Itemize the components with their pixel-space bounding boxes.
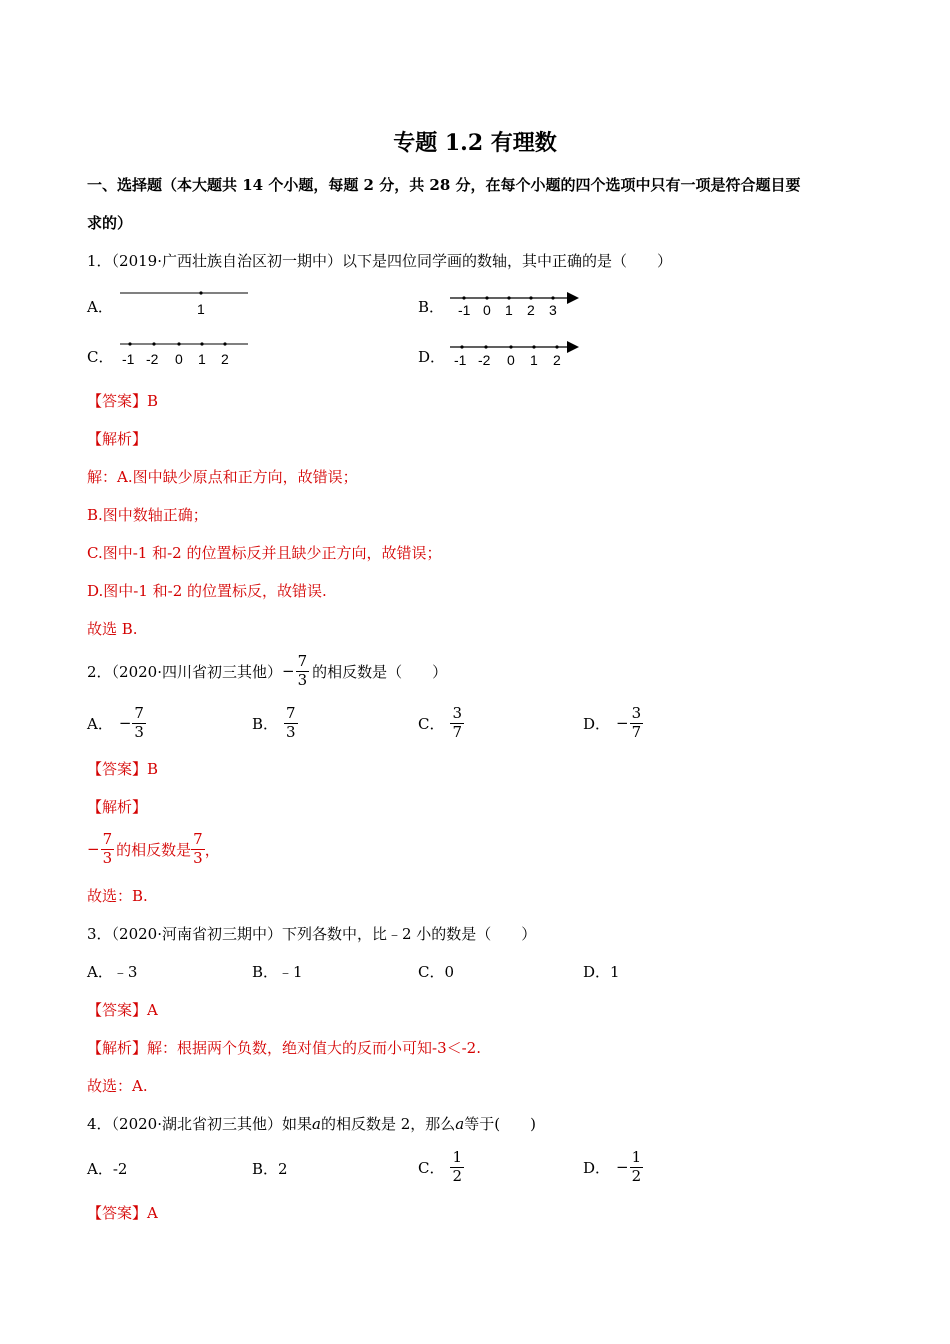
analysis-fraction <box>191 829 205 867</box>
tick-dot <box>529 296 532 299</box>
q2-stem-fraction <box>296 651 310 689</box>
q4-stem-suffix: 等于( ) <box>464 1115 536 1133</box>
option-label: A． <box>87 714 113 733</box>
denominator: 7 <box>631 722 642 741</box>
q4-stem-mid: 的相反数是 2，那么 <box>320 1115 456 1133</box>
q1-analysis-line: 解：A.图中缺少原点和正方向，故错误； <box>87 468 358 486</box>
tick-dot <box>223 342 226 345</box>
tick-dot <box>551 296 554 299</box>
q2-answer: 【答案】B <box>87 760 159 778</box>
q4-option-b: B．2 <box>252 1160 288 1178</box>
denominator: 3 <box>102 848 113 867</box>
minus-sign: − <box>616 714 629 732</box>
q1-option-c-number-line <box>118 336 250 370</box>
q1-analysis-line: C.图中-1 和-2 的位置标反并且缺少正方向，故错误； <box>87 544 442 562</box>
section-header-line2: 求的） <box>87 214 133 232</box>
q2-option-c <box>418 700 464 746</box>
tick-label: 3 <box>549 302 557 318</box>
tick-label: 1 <box>530 352 538 368</box>
q3-option-d: D．1 <box>583 963 620 981</box>
tick-dot <box>555 345 558 348</box>
minus-sign: − <box>118 714 132 732</box>
numerator: 1 <box>452 1147 463 1166</box>
q2-stem <box>87 648 447 694</box>
denominator: 2 <box>631 1166 642 1185</box>
q2-stem-suffix: 的相反数是（ ） <box>312 662 448 681</box>
numerator: 7 <box>134 703 144 722</box>
minus-sign: − <box>87 840 100 858</box>
tick-label: 2 <box>527 302 535 318</box>
q3-answer: 【答案】A <box>87 1001 158 1019</box>
arrow-head <box>567 341 579 353</box>
q2-analysis-label: 【解析】 <box>87 798 148 816</box>
q1-conclusion: 故选 B. <box>87 620 138 638</box>
variable-a: a <box>455 1115 465 1133</box>
tick-dot <box>199 291 202 294</box>
numerator: 3 <box>631 703 642 722</box>
option-fraction <box>132 703 146 741</box>
tick-label: -1 <box>454 352 467 368</box>
analysis-text: ， <box>204 840 220 859</box>
tick-label: -2 <box>146 351 159 367</box>
q1-stem: 1．（2019·广西壮族自治区初一期中）以下是四位同学画的数轴，其中正确的是（ ） <box>87 252 672 270</box>
q4-stem <box>87 1113 536 1134</box>
analysis-fraction <box>101 829 115 867</box>
denominator: 2 <box>452 1166 463 1185</box>
tick-dot <box>177 342 180 345</box>
q2-stem-prefix: 2．（2020·四川省初三其他） <box>87 662 282 681</box>
tick-label: 2 <box>553 352 561 368</box>
tick-dot <box>460 345 463 348</box>
option-label: D． <box>583 1158 611 1177</box>
tick-dot <box>200 342 203 345</box>
option-fraction <box>630 703 644 741</box>
section-header-line1: 一、选择题（本大题共 14 个小题，每题 2 分，共 28 分，在每个小题的四个选项中只有一项是符合题目要 <box>87 176 801 194</box>
tick-label: -1 <box>122 351 135 367</box>
numerator: 3 <box>452 703 463 722</box>
tick-dot <box>532 345 535 348</box>
q1-analysis-label: 【解析】 <box>87 430 148 448</box>
numerator: 7 <box>297 651 308 670</box>
tick-dot <box>152 342 155 345</box>
q1-option-b-label: B． <box>418 298 445 316</box>
page-title: 专题 1.2 有理数 <box>393 130 557 156</box>
numerator: 7 <box>102 829 113 848</box>
denominator: 3 <box>134 722 144 741</box>
tick-dot <box>507 296 510 299</box>
tick-label: 1 <box>505 302 513 318</box>
minus-sign: − <box>282 662 295 680</box>
option-label: C． <box>418 1158 445 1177</box>
denominator: 3 <box>286 722 296 741</box>
tick-label: 1 <box>198 351 206 367</box>
q4-stem-prefix: 4．（2020·湖北省初三其他）如果 <box>87 1115 312 1133</box>
q2-option-d <box>583 700 643 746</box>
numerator: 7 <box>286 703 296 722</box>
q4-option-d <box>583 1144 643 1190</box>
tick-label: -2 <box>478 352 491 368</box>
tick-label: 0 <box>483 302 491 318</box>
tick-dot <box>509 345 512 348</box>
tick-dot <box>128 342 131 345</box>
denominator: 7 <box>452 722 463 741</box>
q1-option-d-label: D． <box>418 348 446 366</box>
q1-option-a-number-line <box>118 286 250 320</box>
tick-label: 0 <box>175 351 183 367</box>
q1-option-b-number-line <box>448 287 582 319</box>
option-label: C． <box>418 714 445 733</box>
q4-answer: 【答案】A <box>87 1204 158 1222</box>
tick-dot <box>484 345 487 348</box>
variable-a: a <box>312 1115 321 1133</box>
option-fraction <box>284 703 298 741</box>
q3-option-c: C．0 <box>418 963 455 981</box>
option-fraction <box>450 703 464 741</box>
option-label: D． <box>583 714 611 733</box>
tick-label: 1 <box>197 301 205 317</box>
option-fraction <box>450 1147 464 1185</box>
q1-option-a-label: A． <box>87 298 113 316</box>
q3-conclusion: 故选：A. <box>87 1077 148 1095</box>
q2-option-a <box>87 700 146 746</box>
q3-analysis: 【解析】解：根据两个负数，绝对值大的反而小可知-3＜-2. <box>87 1039 481 1057</box>
q1-analysis-line: D.图中-1 和-2 的位置标反，故错误. <box>87 582 327 600</box>
numerator: 7 <box>193 829 203 848</box>
q2-option-b <box>252 700 298 746</box>
q3-option-a: A．﹣3 <box>87 963 138 981</box>
option-fraction <box>630 1147 644 1185</box>
numerator: 1 <box>631 1147 642 1166</box>
q1-analysis-line: B.图中数轴正确； <box>87 506 208 524</box>
tick-label: -1 <box>458 302 471 318</box>
q4-option-a: A．-2 <box>87 1160 128 1178</box>
analysis-text: 的相反数是 <box>116 840 192 859</box>
q2-analysis <box>87 826 220 872</box>
q4-option-c <box>418 1144 464 1190</box>
q3-option-b: B．﹣1 <box>252 963 303 981</box>
q1-option-c-label: C． <box>87 348 114 366</box>
tick-label: 0 <box>507 352 515 368</box>
tick-dot <box>462 296 465 299</box>
tick-label: 2 <box>221 351 229 367</box>
q2-conclusion: 故选：B. <box>87 887 148 905</box>
q3-stem: 3．（2020·河南省初三期中）下列各数中，比﹣2 小的数是（ ） <box>87 925 537 943</box>
q1-option-d-number-line <box>448 337 582 369</box>
tick-dot <box>485 296 488 299</box>
option-label: B． <box>252 714 279 733</box>
minus-sign: − <box>616 1158 629 1176</box>
q1-answer: 【答案】B <box>87 392 159 410</box>
denominator: 3 <box>297 670 308 689</box>
denominator: 3 <box>193 848 203 867</box>
arrow-head <box>567 292 579 304</box>
